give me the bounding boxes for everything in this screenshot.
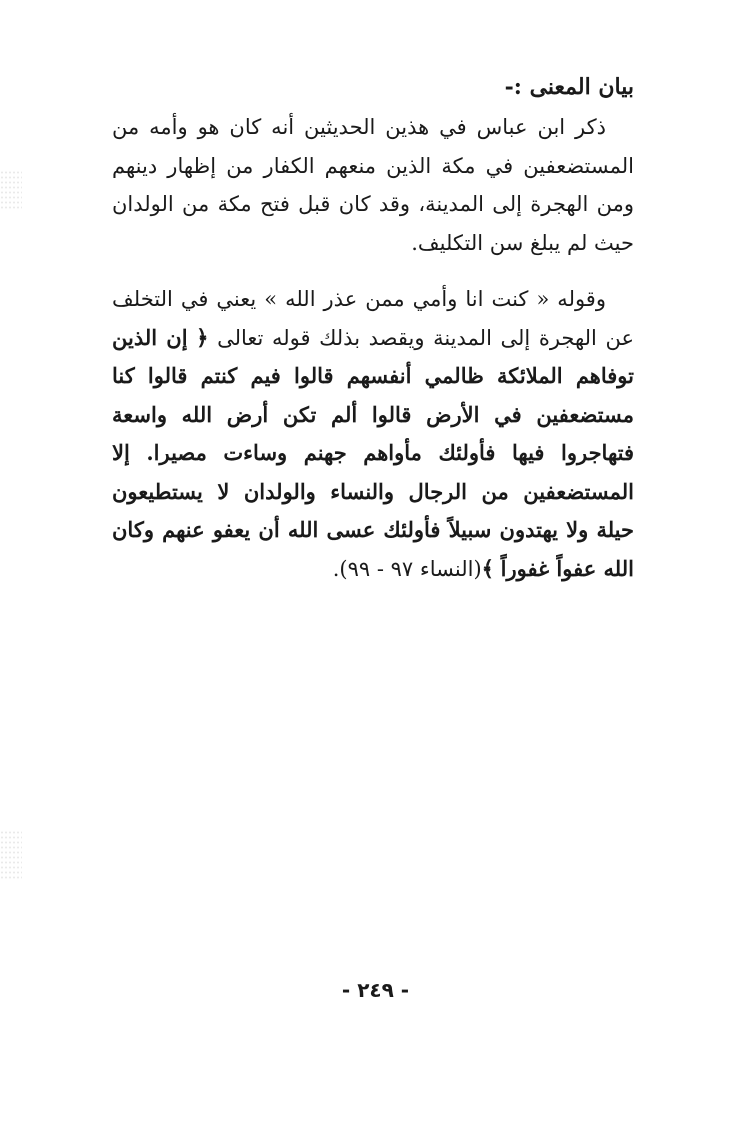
paragraph-quran-reference <box>112 280 634 588</box>
section-heading: بيان المعنى :- <box>504 74 634 100</box>
verse-close-bracket: ﴾ <box>481 555 494 581</box>
quran-verse: إن الذين توفاهم الملائكة ظالمي أنفسهم قالوا فيم كنتم قالوا كنا مستضعفين في الأرض قالوا ألم تكن أرض الله واسعة فتهاجروا فيها فأولئك مأواهم جهنم وساءت مصيرا. إلا المستضعفين من الرجال والنساء والولدان لا يستطيعون حيلة ولا يهتدون سبيلاً فأولئك عسى الله أن يعفو عنهم وكان الله عفواً غفوراً <box>112 324 634 581</box>
page-body <box>112 68 634 588</box>
scan-speckle-top <box>0 170 22 210</box>
page-number: - ٢٤٩ - <box>341 978 410 1002</box>
verse-open-bracket: ﴿ <box>196 324 209 350</box>
paragraph-intro: وقوله « كنت انا وأمي ممن عذر الله » يعني في التخلف عن الهجرة إلى المدينة ويقصد بذلك قوله تعالى <box>112 287 634 350</box>
paragraph-explanation: ذكر ابن عباس في هذين الحديثين أنه كان هو وأمه من المستضعفين في مكة الذين منعهم الكفار من إظهار دينهم ومن الهجرة إلى المدينة، وقد كان قبل فتح مكة من الولدان حيث لم يبلغ سن التكليف. <box>112 115 634 255</box>
scan-speckle-bottom <box>0 830 22 880</box>
verse-citation: (النساء ٩٧ - ٩٩). <box>332 556 482 581</box>
